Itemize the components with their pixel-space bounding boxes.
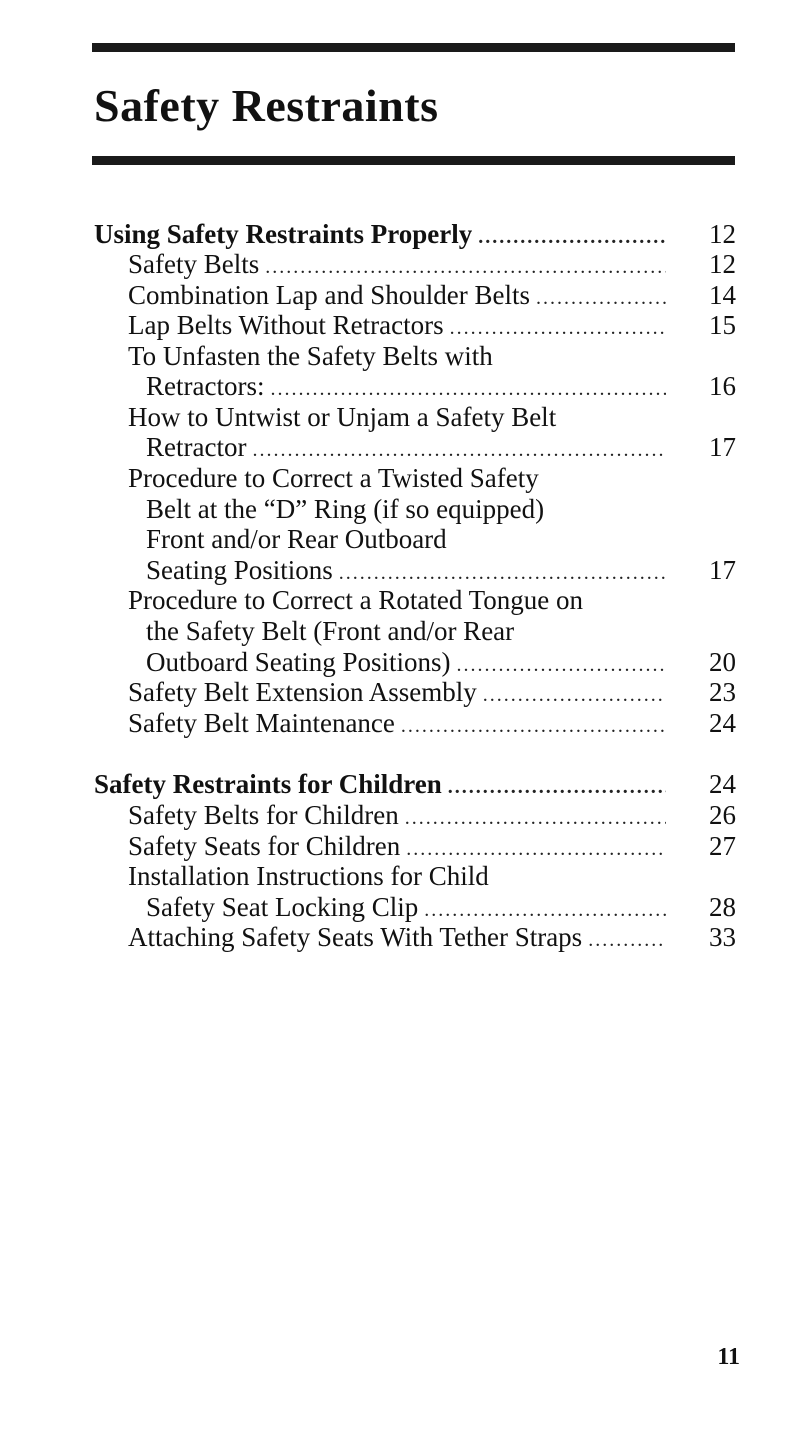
toc-entry-label: Lap Belts Without Retractors: [128, 310, 444, 340]
toc-entry-label: Safety Seat Locking Clip: [146, 892, 419, 922]
toc-entry[interactable]: [128, 280, 736, 310]
toc-page-number: 17: [709, 432, 736, 462]
dot-leader: [450, 313, 666, 343]
toc-entry-label: Safety Belts for Children: [128, 800, 399, 830]
toc-page-number: 14: [709, 280, 736, 310]
toc-entry-label: Safety Restraints for Children: [94, 769, 442, 799]
dot-leader: [483, 680, 666, 710]
toc-entry-label: Outboard Seating Positions): [146, 647, 451, 677]
toc-page-number: 33: [709, 922, 736, 952]
toc-entry-line: Procedure to Correct a Twisted Safety: [128, 463, 539, 493]
toc-page-number: 16: [709, 371, 736, 401]
toc-entry-line: the Safety Belt (Front and/or Rear: [146, 616, 515, 646]
toc-page-number: 23: [709, 677, 736, 707]
toc-entry[interactable]: [128, 922, 736, 952]
toc-entry[interactable]: [146, 432, 736, 462]
dot-leader: [406, 834, 666, 864]
dot-leader: [252, 435, 666, 465]
toc-entry[interactable]: [146, 555, 736, 585]
page-title: Safety Restraints: [94, 80, 439, 131]
toc-entry-label: Seating Positions: [146, 555, 333, 585]
toc-page-number: 15: [709, 310, 736, 340]
toc-entry-label: Attaching Safety Seats With Tether Straps: [128, 922, 583, 952]
toc-entry-line: To Unfasten the Safety Belts with: [128, 341, 493, 371]
toc-entry[interactable]: [128, 249, 736, 279]
toc-entry-line: Installation Instructions for Child: [128, 861, 489, 891]
dot-leader: [448, 772, 666, 802]
toc-page-number: 27: [709, 831, 736, 861]
dot-leader: [401, 711, 666, 741]
toc-entry[interactable]: [146, 892, 736, 922]
toc-section-heading[interactable]: [94, 219, 736, 249]
toc-entry-label: Retractors:: [146, 371, 265, 401]
toc-entry-line: How to Untwist or Unjam a Safety Belt: [128, 402, 557, 432]
toc-entry[interactable]: [128, 800, 736, 830]
toc-entry-label: Retractor: [146, 432, 247, 462]
toc-page-number: 12: [709, 249, 736, 279]
toc-page-number: 17: [709, 555, 736, 585]
dot-leader: [270, 374, 666, 404]
toc-entry[interactable]: [128, 310, 736, 340]
toc-entry-label: Safety Belt Maintenance: [128, 708, 395, 738]
toc-entry[interactable]: [128, 831, 736, 861]
page-number: 11: [717, 1344, 740, 1370]
toc-entry-label: Safety Belt Extension Assembly: [128, 677, 477, 707]
dot-leader: [339, 558, 666, 588]
dot-leader: [588, 925, 666, 955]
toc-page-number: 12: [709, 219, 736, 249]
toc-page-number: 26: [709, 800, 736, 830]
toc-entry[interactable]: [128, 677, 736, 707]
toc-page-number: 20: [709, 647, 736, 677]
toc-entry-label: Safety Belts: [128, 249, 260, 279]
dot-leader: [405, 803, 666, 833]
toc-entry-label: Safety Seats for Children: [128, 831, 401, 861]
toc-section-heading[interactable]: [94, 769, 736, 799]
toc-entry-label: Combination Lap and Shoulder Belts: [128, 280, 530, 310]
dot-leader: [536, 283, 666, 313]
toc-entry[interactable]: [146, 647, 736, 677]
dot-leader: [478, 222, 666, 252]
toc-page-number: 28: [709, 892, 736, 922]
toc-entry-label: Using Safety Restraints Properly: [94, 219, 473, 249]
dot-leader: [424, 895, 666, 925]
toc-entry-line: Front and/or Rear Outboard: [146, 524, 447, 554]
toc-page-number: 24: [709, 708, 736, 738]
dot-leader: [265, 252, 666, 282]
dot-leader: [457, 650, 667, 680]
toc-entry-line: Procedure to Correct a Rotated Tongue on: [128, 585, 583, 615]
toc-page-number: 24: [709, 769, 736, 799]
toc-entry[interactable]: [128, 708, 736, 738]
toc-entry-line: Belt at the “D” Ring (if so equipped): [146, 494, 545, 524]
toc-entry[interactable]: [146, 371, 736, 401]
